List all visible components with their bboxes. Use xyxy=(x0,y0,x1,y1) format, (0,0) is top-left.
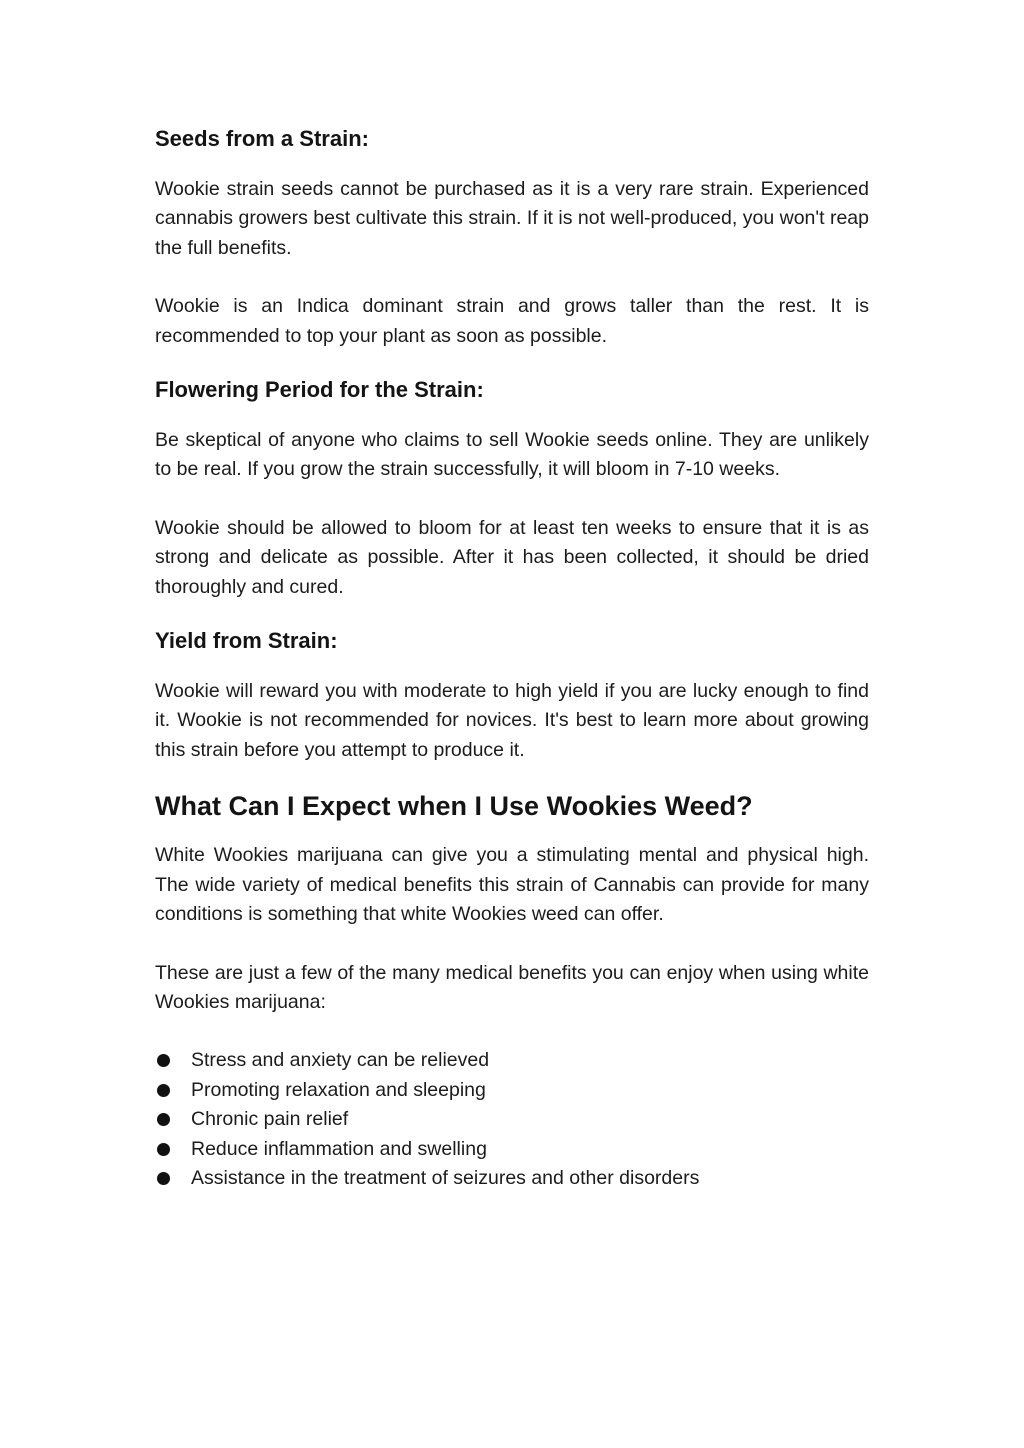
paragraph: White Wookies marijuana can give you a stimulating mental and physical high. The wide variety of medical benefits this strain of Cannabis can provide for many conditions is something that white Wookies weed can offer. xyxy=(155,844,869,926)
section-flowering xyxy=(155,375,869,602)
list-item xyxy=(155,1135,869,1164)
paragraph: These are just a few of the many medical benefits you can enjoy when using white Wookies marijuana: xyxy=(155,961,869,1013)
paragraph: Wookie will reward you with moderate to high yield if you are lucky enough to find it. Wookie is not recommended for novices. It's best to learn more about growing this strain before you attempt to produce it. xyxy=(155,680,869,761)
list-item xyxy=(155,1076,869,1105)
document-page xyxy=(155,124,869,1193)
list-item xyxy=(155,1164,869,1193)
benefits-list xyxy=(155,1046,869,1193)
list-item-text: Chronic pain relief xyxy=(191,1108,349,1131)
main-heading: What Can I Expect when I Use Wookies Weed? xyxy=(155,791,753,822)
paragraph: Wookie strain seeds cannot be purchased as it is a very rare strain. Experienced cannabis growers best cultivate this strain. If it is not well-produced, you won't reap the full benefits. xyxy=(155,178,869,259)
bullet-icon xyxy=(157,1143,170,1156)
list-item-text: Assistance in the treatment of seizures and other disorders xyxy=(191,1166,700,1189)
list-item xyxy=(155,1046,869,1075)
list-item-text: Promoting relaxation and sleeping xyxy=(191,1078,486,1101)
list-item xyxy=(155,1105,869,1134)
section-heading: Yield from Strain: xyxy=(155,628,338,654)
paragraph: Wookie should be allowed to bloom for at least ten weeks to ensure that it is as strong and delicate as possible. After it has been collected, it should be dried thoroughly and cured. xyxy=(155,516,869,598)
section-seeds xyxy=(155,124,869,351)
section-expectations xyxy=(155,789,869,1193)
bullet-icon xyxy=(157,1054,170,1067)
section-heading: Seeds from a Strain: xyxy=(155,126,369,151)
paragraph: Wookie is an Indica dominant strain and grows taller than the rest. It is recommended to top your plant as soon as possible. xyxy=(155,295,869,347)
paragraph: Be skeptical of anyone who claims to sell Wookie seeds online. They are unlikely to be real. If you grow the strain successfully, it will bloom in 7-10 weeks. xyxy=(155,429,869,481)
bullet-icon xyxy=(157,1172,170,1185)
list-item-text: Stress and anxiety can be relieved xyxy=(191,1049,490,1072)
section-heading: Flowering Period for the Strain: xyxy=(155,377,484,403)
list-item-text: Reduce inflammation and swelling xyxy=(191,1137,487,1160)
section-yield xyxy=(155,626,869,765)
bullet-icon xyxy=(157,1084,170,1097)
bullet-icon xyxy=(157,1113,170,1126)
